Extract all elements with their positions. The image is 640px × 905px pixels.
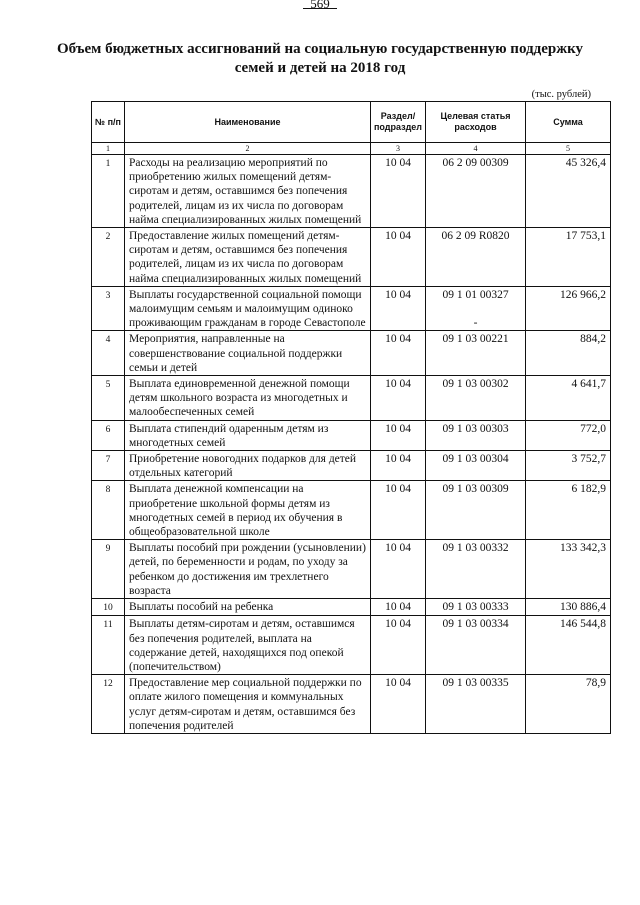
row-section-text: 10 04 — [385, 542, 411, 555]
row-target-code-text: 09 1 01 00327 — [442, 288, 509, 301]
column-number: 5 — [526, 143, 611, 155]
row-name-text: Расходы на реализацию мероприятий по приобретению жилых помещений детям-сиротам и детям, оставшимся без попечения родителей, лицам из их числа по договорам найма специализированных жилых помещений — [129, 157, 362, 226]
units-label: (тыс. рублей) — [531, 89, 591, 100]
row-name-text: Предоставление жилых помещений детям-сиротам и детям, оставшимся без попечения родителей, лицам из их числа по договорам найма специализированных жилых помещений — [129, 230, 362, 285]
row-number-text: 5 — [105, 380, 111, 391]
row-amount-text: 4 641,7 — [571, 378, 606, 391]
row-amount — [526, 228, 611, 287]
row-amount — [526, 540, 611, 599]
row-section-text: 10 04 — [385, 601, 411, 614]
row-amount — [526, 675, 611, 734]
row-name-text: Выплата стипендий одаренным детям из многодетных семей — [129, 422, 329, 449]
row-target-code-text: 09 1 03 00304 — [442, 453, 509, 466]
document-title: Объем бюджетных ассигнований на социальную государственную поддержку семей и детей на 2018 год — [56, 41, 583, 76]
column-number: 1 — [92, 143, 125, 155]
row-number-text: 1 — [105, 159, 111, 169]
row-number-text: 9 — [105, 544, 111, 555]
row-name — [125, 286, 371, 331]
row-target-code-text: 06 2 09 00309 — [442, 157, 509, 169]
margin-mark: - — [473, 317, 478, 330]
budget-table — [91, 101, 611, 734]
row-section-text: 10 04 — [385, 422, 411, 435]
row-name — [125, 451, 371, 481]
row-section-text: 10 04 — [385, 288, 411, 301]
row-section — [371, 599, 426, 616]
table-row — [92, 540, 611, 599]
row-name — [125, 599, 371, 616]
column-number-row — [92, 143, 611, 155]
row-target-code-text: 09 1 03 00221 — [442, 333, 509, 346]
row-amount-text: 133 342,3 — [560, 542, 606, 555]
header-amount: Сумма — [526, 102, 611, 143]
row-amount-text: 146 544,8 — [560, 618, 606, 631]
row-target-code — [426, 675, 526, 734]
row-section-text: 10 04 — [385, 378, 411, 391]
row-amount-text: 78,9 — [585, 677, 606, 690]
row-amount-text: 45 326,4 — [565, 157, 606, 169]
row-name — [125, 376, 371, 421]
table-row — [92, 286, 611, 331]
row-number-text: 7 — [105, 455, 111, 466]
table-row — [92, 599, 611, 616]
row-section — [371, 675, 426, 734]
row-section-text: 10 04 — [385, 333, 411, 346]
row-target-code — [426, 616, 526, 675]
row-name — [125, 675, 371, 734]
row-name-text: Выплаты пособий при рождении (усыновлении) детей, по беременности и родам, по уходу за ребенком до достижения им трехлетнего возраста — [129, 542, 366, 597]
row-amount-text: 772,0 — [580, 422, 606, 435]
row-amount-text: 6 182,9 — [571, 483, 606, 496]
row-target-code-text: 09 1 03 00335 — [442, 677, 509, 690]
row-section — [371, 481, 426, 540]
row-amount-text: 884,2 — [580, 333, 606, 346]
row-amount — [526, 420, 611, 450]
row-number-text: 2 — [105, 232, 111, 243]
header-name: Наименование — [125, 102, 371, 143]
row-target-code — [426, 331, 526, 376]
row-number — [92, 481, 125, 540]
row-amount — [526, 599, 611, 616]
row-number-text: 11 — [103, 620, 113, 631]
row-target-code — [426, 228, 526, 287]
row-amount — [526, 451, 611, 481]
row-target-code — [426, 540, 526, 599]
row-amount-text: 17 753,1 — [565, 230, 606, 243]
row-section — [371, 451, 426, 481]
row-section — [371, 616, 426, 675]
table-row — [92, 376, 611, 421]
header-section: Раздел/ подраздел — [371, 102, 426, 143]
table-row — [92, 331, 611, 376]
table-row — [92, 228, 611, 287]
row-target-code-text: 09 1 03 00302 — [442, 378, 509, 391]
row-section — [371, 540, 426, 599]
row-number — [92, 451, 125, 481]
page-number: 569 — [0, 0, 640, 12]
header-code: Целевая статья расходов — [426, 102, 526, 143]
row-number-text: 10 — [103, 603, 113, 614]
header-num: № п/п — [92, 102, 125, 143]
row-name — [125, 155, 371, 228]
table-header-row — [92, 102, 611, 143]
row-amount-text: 3 752,7 — [571, 453, 606, 466]
row-target-code — [426, 599, 526, 616]
row-number-text: 4 — [105, 335, 111, 346]
row-target-code-text: 09 1 03 00303 — [442, 422, 509, 435]
row-target-code-text: 09 1 03 00333 — [442, 601, 509, 614]
row-target-code-text: 09 1 03 00332 — [442, 542, 509, 555]
row-name-text: Мероприятия, направленные на совершенствование социальной поддержки семьи и детей — [129, 333, 343, 374]
row-section — [371, 286, 426, 331]
column-number: 2 — [125, 143, 371, 155]
row-name — [125, 540, 371, 599]
row-name-text: Выплаты пособий на ребенка — [129, 601, 274, 614]
row-target-code — [426, 420, 526, 450]
row-section-text: 10 04 — [385, 677, 411, 690]
row-number — [92, 675, 125, 734]
row-number — [92, 155, 125, 228]
table-row — [92, 616, 611, 675]
row-name-text: Предоставление мер социальной поддержки по оплате жилого помещения и коммунальных услуг детям-сиротам и детям, оставшимся без попечения родителей — [129, 677, 362, 732]
row-section-text: 10 04 — [385, 230, 411, 243]
table-row — [92, 675, 611, 734]
row-amount — [526, 616, 611, 675]
row-amount — [526, 376, 611, 421]
row-name-text: Приобретение новогодних подарков для детей отдельных категорий — [129, 453, 357, 480]
table-row — [92, 481, 611, 540]
row-section-text: 10 04 — [385, 618, 411, 631]
row-section — [371, 155, 426, 228]
row-number — [92, 599, 125, 616]
row-name — [125, 616, 371, 675]
table-row — [92, 420, 611, 450]
row-amount — [526, 155, 611, 228]
table-row — [92, 451, 611, 481]
row-target-code-text: 09 1 03 00334 — [442, 618, 509, 631]
row-number — [92, 540, 125, 599]
row-number — [92, 420, 125, 450]
row-number — [92, 286, 125, 331]
row-number-text: 12 — [103, 679, 113, 690]
row-name-text: Выплата единовременной денежной помощи детям школьного возраста из многодетных и малообеспеченных семей — [129, 378, 350, 419]
row-target-code — [426, 451, 526, 481]
row-section — [371, 376, 426, 421]
row-section — [371, 331, 426, 376]
row-amount-text: 126 966,2 — [560, 288, 606, 301]
column-number: 4 — [426, 143, 526, 155]
row-name-text: Выплаты детям-сиротам и детям, оставшимся без попечения родителей, выплата на содержание детей, находящихся под опекой (попечительством) — [129, 618, 355, 673]
row-name-text: Выплата денежной компенсации на приобретение школьной формы детям из многодетных семей в период их обучения в общеобразовательной школе — [129, 483, 343, 539]
row-number — [92, 228, 125, 287]
row-section-text: 10 04 — [385, 453, 411, 466]
row-amount-text: 130 886,4 — [560, 601, 606, 614]
table-row — [92, 155, 611, 228]
row-number-text: 6 — [105, 424, 111, 435]
column-number: 3 — [371, 143, 426, 155]
row-target-code — [426, 376, 526, 421]
row-number — [92, 376, 125, 421]
row-amount — [526, 286, 611, 331]
row-number — [92, 616, 125, 675]
row-number-text: 3 — [105, 290, 111, 301]
row-section — [371, 228, 426, 287]
row-target-code — [426, 481, 526, 540]
row-number — [92, 331, 125, 376]
row-target-code — [426, 286, 526, 331]
table-body — [92, 155, 611, 734]
row-name — [125, 331, 371, 376]
row-amount — [526, 331, 611, 376]
row-section-text: 10 04 — [385, 483, 411, 496]
row-name — [125, 228, 371, 287]
row-section — [371, 420, 426, 450]
row-section-text: 10 04 — [385, 157, 411, 169]
row-amount — [526, 481, 611, 540]
row-name — [125, 420, 371, 450]
row-target-code-text: 06 2 09 R0820 — [441, 230, 510, 243]
row-target-code-text: 09 1 03 00309 — [442, 483, 509, 496]
row-name — [125, 481, 371, 540]
row-target-code — [426, 155, 526, 228]
row-name-text: Выплаты государственной социальной помощи малоимущим семьям и малоимущим одиноко проживающим гражданам в городе Севастополе — [129, 288, 366, 330]
row-number-text: 8 — [105, 485, 111, 496]
